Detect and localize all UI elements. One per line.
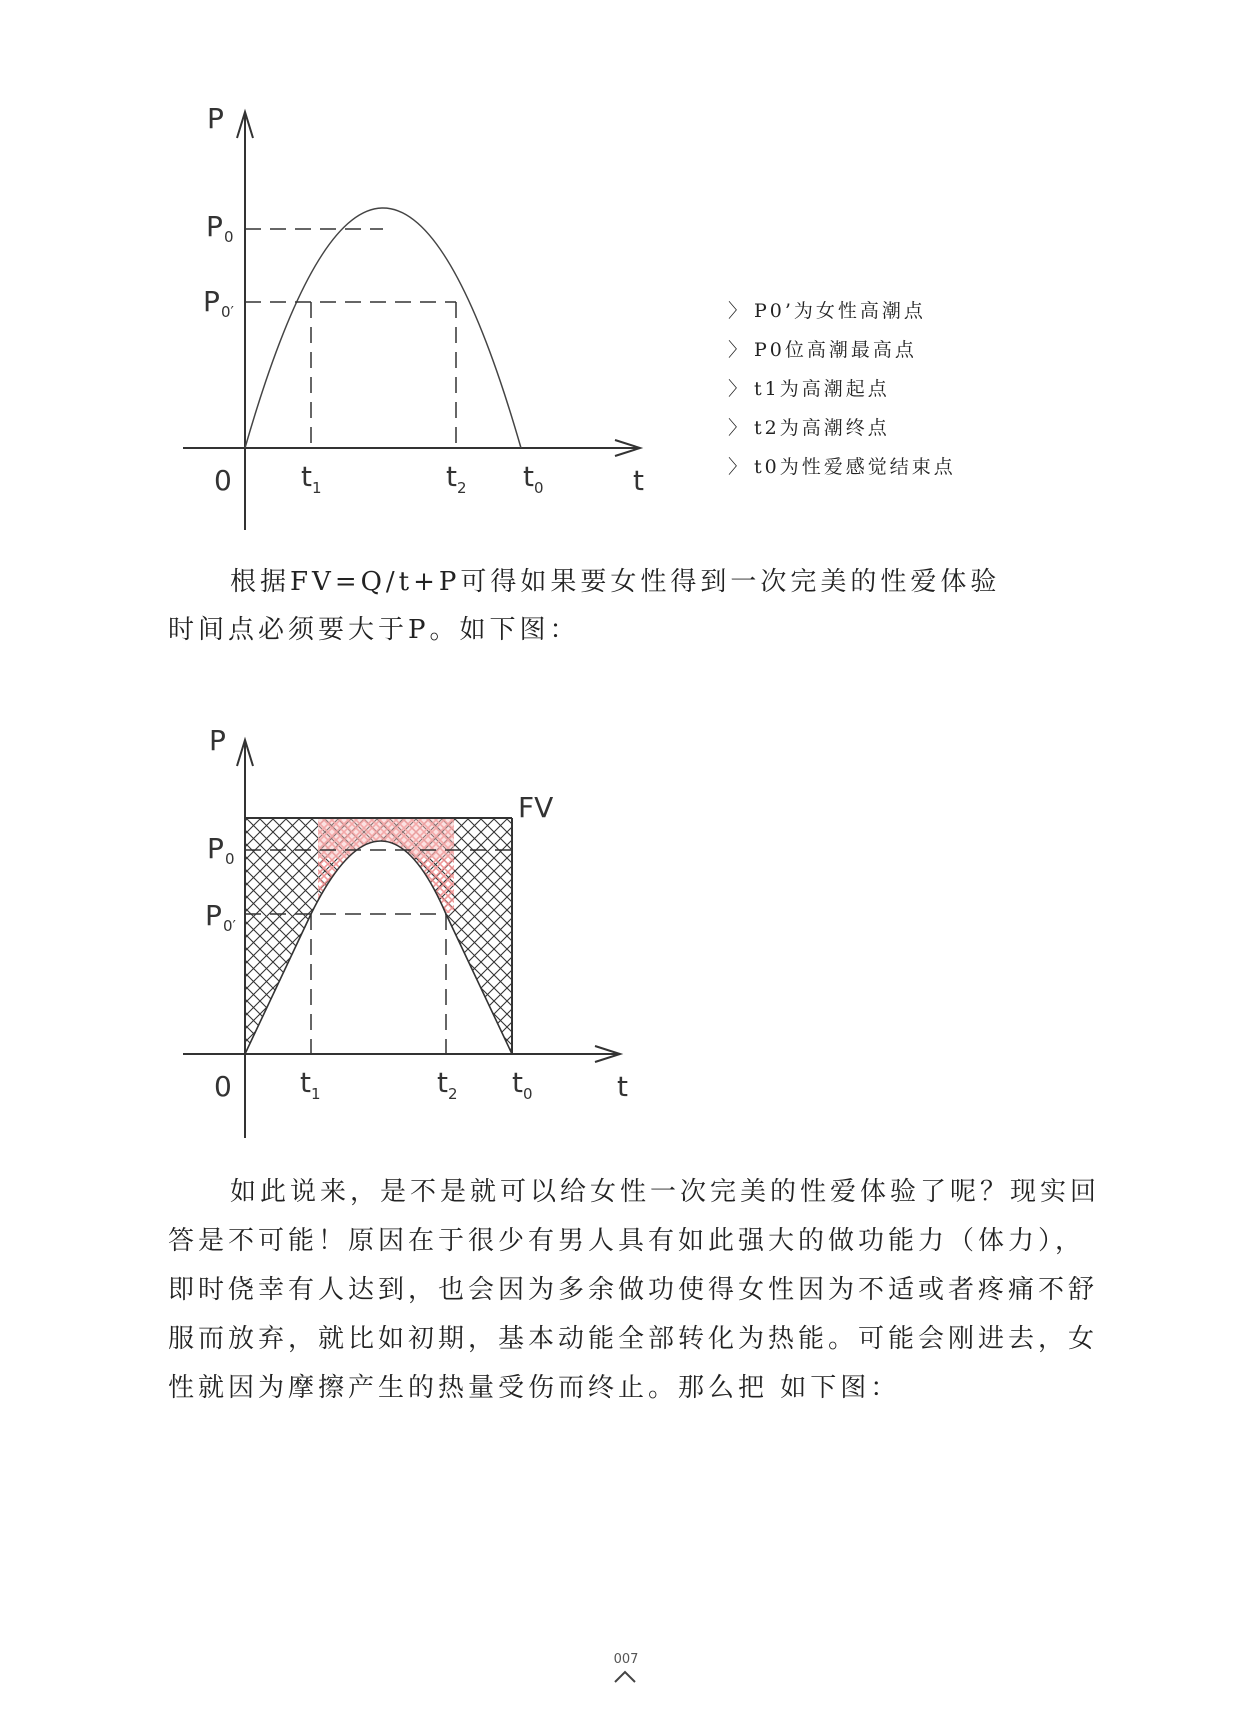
p0-prime-subscript: 0′ (221, 303, 234, 321)
t2-subscript: 2 (457, 479, 467, 497)
t0-label: t (523, 460, 534, 493)
origin-label: 0 (214, 464, 232, 497)
paragraph-line: 性就因为摩擦产生的热量受伤而终止。那么把 如下图： (168, 1373, 901, 1403)
legend-item-text: P0位高潮最高点 (754, 339, 917, 361)
y-axis-label: P (207, 102, 224, 135)
paragraph-line: 时间点必须要大于P。如下图： (168, 615, 580, 645)
paragraph-2 (168, 1168, 1101, 1413)
legend-item-text: t0为性爱感觉结束点 (754, 456, 956, 478)
paragraph-line: 服而放弃，就比如初期，基本动能全部转化为热能。可能会刚进去，女 (168, 1324, 1099, 1354)
p0-prime-label: P (203, 285, 220, 318)
p0-prime-label: P (205, 899, 222, 932)
paragraph-line: 即时侥幸有人达到，也会因为多余做功使得女性因为不适或者疼痛不舒 (168, 1275, 1099, 1305)
legend-item-text: t2为高潮终点 (754, 417, 890, 439)
t1-subscript: 1 (311, 1085, 321, 1103)
legend-item-text: P0’为女性高潮点 (754, 300, 926, 322)
chevron-right-icon: 〉 (728, 417, 751, 439)
t0-label: t (512, 1066, 523, 1099)
p0-prime-subscript: 0′ (223, 917, 236, 935)
t1-label: t (300, 1066, 311, 1099)
t0-subscript: 0 (534, 479, 544, 497)
paragraph-line: 根据FV=Q/t+P可得如果要女性得到一次完美的性爱体验 (230, 567, 1001, 597)
fv-label: FV (518, 791, 554, 824)
p0-subscript: 0 (224, 228, 234, 246)
chevron-right-icon: 〉 (728, 339, 751, 361)
t0-subscript: 0 (523, 1085, 533, 1103)
paragraph-line: 如此说来，是不是就可以给女性一次完美的性爱体验了呢？现实回 (230, 1177, 1101, 1207)
legend-item-text: t1为高潮起点 (754, 378, 890, 400)
chevron-up-icon-graphic (610, 1664, 640, 1688)
chevron-right-icon: 〉 (728, 300, 751, 322)
chevron-right-icon: 〉 (728, 378, 751, 400)
paragraph-line: 答是不可能！原因在于很少有男人具有如此强大的做功能力（体力）， (168, 1226, 1086, 1256)
t1-subscript: 1 (312, 479, 322, 497)
p0-subscript: 0 (225, 850, 235, 868)
x-axis-label: t (633, 464, 644, 497)
y-axis-label: P (209, 724, 226, 757)
t2-label: t (446, 460, 457, 493)
chevron-right-icon: 〉 (728, 456, 751, 478)
hatched-region (245, 818, 512, 1054)
x-axis-label: t (617, 1070, 628, 1103)
p0-label: P (206, 210, 223, 243)
t2-label: t (437, 1066, 448, 1099)
t1-label: t (301, 460, 312, 493)
chevron-up-icon[interactable] (610, 1664, 640, 1688)
origin-label: 0 (214, 1070, 232, 1103)
t2-subscript: 2 (448, 1085, 458, 1103)
page-number: 007 (613, 1652, 639, 1667)
highlight-overlay (318, 818, 454, 913)
p0-label: P (207, 832, 224, 865)
